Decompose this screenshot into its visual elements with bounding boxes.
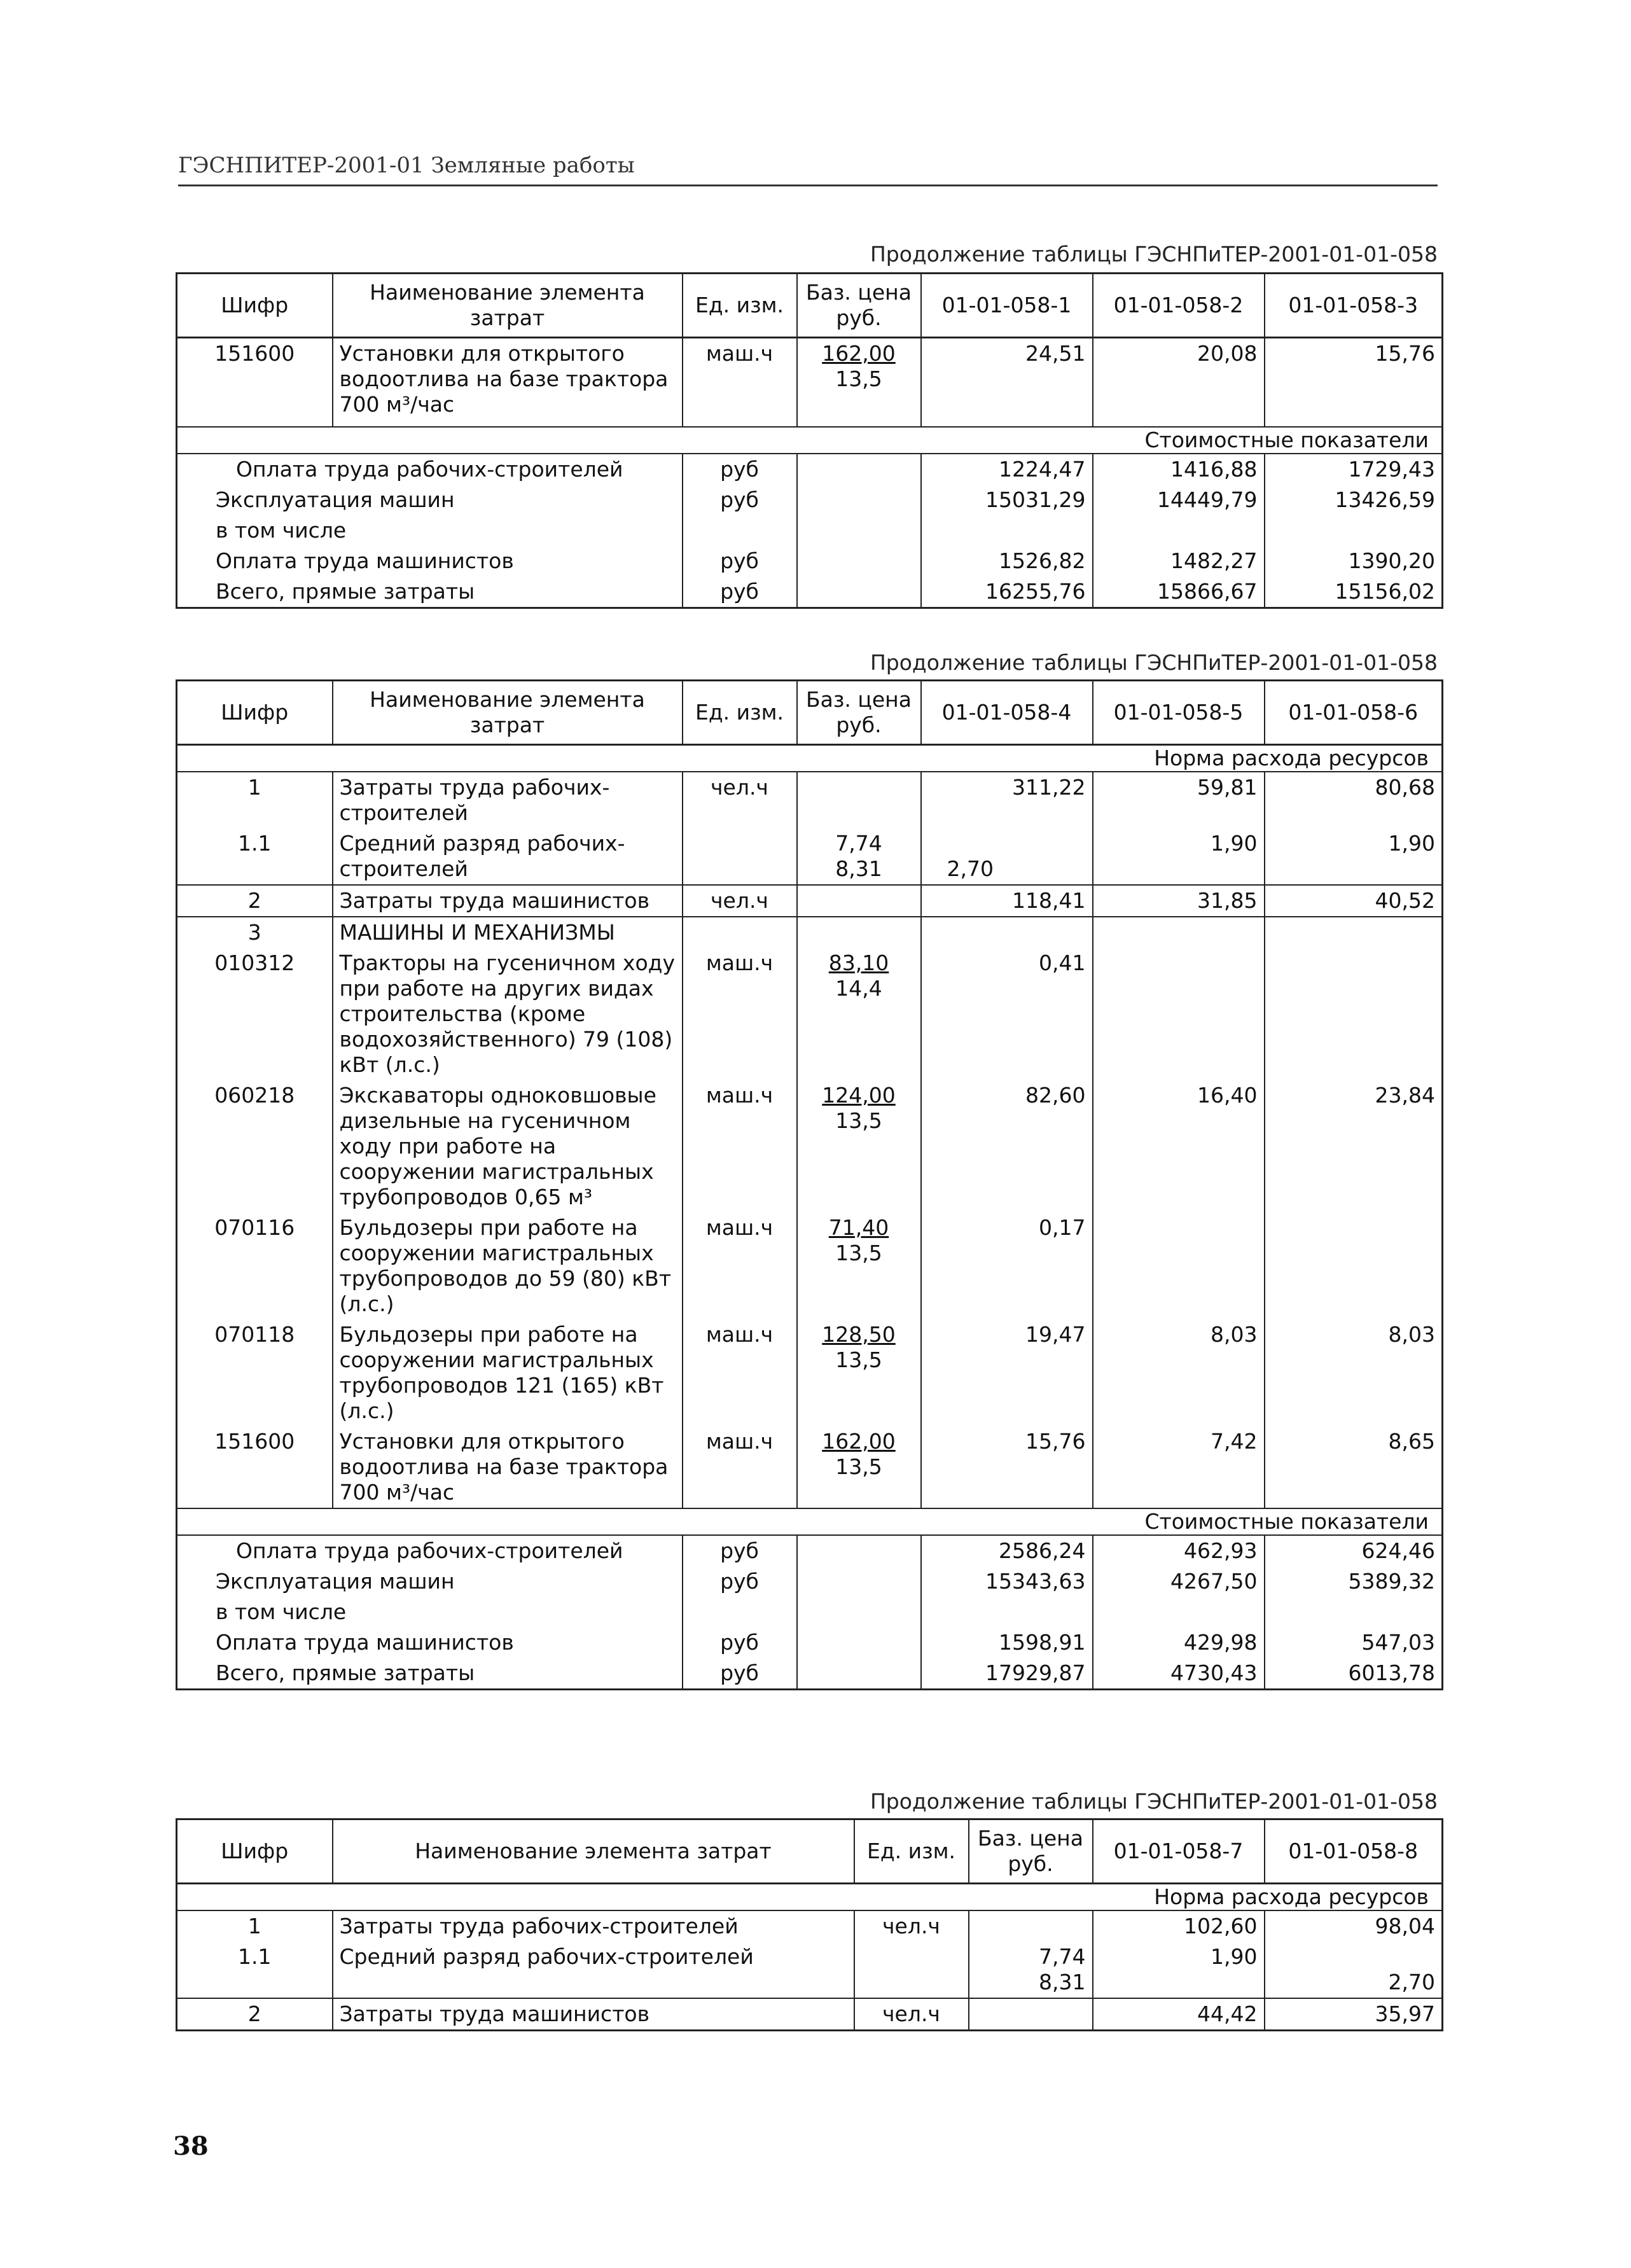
name-cell: Затраты труда машинистов (333, 1998, 854, 2031)
value-cell: 35,97 (1265, 1998, 1443, 2031)
code-cell: 2 (177, 1998, 333, 2031)
price-coef: 14,4 (835, 976, 882, 1001)
name-cell: Средний разряд рабочих-строителей (333, 828, 683, 885)
col-name: Наименование элемента затрат (333, 1819, 854, 1884)
summary-value: 15866,67 (1093, 576, 1265, 608)
name-cell: Бульдозеры при работе на сооружении магистральных трубопроводов 121 (165) кВт (л.с.) (333, 1319, 683, 1426)
price-value: 124,00 (822, 1083, 896, 1108)
unit-cell: маш.ч (683, 948, 797, 1080)
value-cell: 59,81 (1093, 772, 1265, 828)
price-cell (797, 1080, 921, 1213)
value-cell: 118,41 (921, 885, 1093, 917)
summary-unit: руб (683, 1566, 797, 1597)
summary-value: 14449,79 (1093, 485, 1265, 515)
unit-cell: маш.ч (683, 1080, 797, 1213)
value-cell: 31,85 (1093, 885, 1265, 917)
table-row (177, 772, 1443, 828)
price-cell (797, 338, 921, 427)
unit-cell: чел.ч (683, 772, 797, 828)
summary-label: в том числе (177, 515, 683, 546)
code-cell: 1 (177, 772, 333, 828)
table-row (177, 917, 1443, 948)
unit-cell: чел.ч (854, 1910, 969, 1942)
summary-value: 2586,24 (921, 1535, 1093, 1566)
table2 (176, 679, 1443, 1690)
summary-row (177, 1535, 1443, 1566)
page-number: 38 (173, 2131, 209, 2161)
summary-value: 17929,87 (921, 1658, 1093, 1690)
value-cell (1093, 948, 1265, 1080)
value-cell: 40,52 (1265, 885, 1443, 917)
summary-label: Всего, прямые затраты (177, 1658, 683, 1690)
table-row (177, 1426, 1443, 1508)
table-row (177, 338, 1443, 427)
value-cell: 23,84 (1265, 1080, 1443, 1213)
value-cell: 15,76 (921, 1426, 1093, 1508)
table1 (176, 272, 1443, 609)
code-cell: 1 (177, 1910, 333, 1942)
col-8: 01-01-058-8 (1265, 1819, 1443, 1884)
summary-value: 4730,43 (1093, 1658, 1265, 1690)
unit-cell: маш.ч (683, 1426, 797, 1508)
price-cell (797, 828, 921, 885)
price-value: 8,31 (1039, 1970, 1086, 1994)
summary-value: 1416,88 (1093, 454, 1265, 485)
price-cell (797, 1426, 921, 1508)
name-cell: Установки для открытого водоотлива на базе трактора 700 м³/час (333, 338, 683, 427)
price-cell (969, 1942, 1093, 1998)
price-value: 162,00 (822, 341, 896, 366)
price-value: 7,74 (1039, 1944, 1086, 1969)
price-cell (797, 1319, 921, 1426)
summary-value: 16255,76 (921, 576, 1093, 608)
unit-cell: маш.ч (683, 338, 797, 427)
code-cell: 010312 (177, 948, 333, 1080)
value-cell (1265, 948, 1443, 1080)
summary-unit: руб (683, 1535, 797, 1566)
code-cell: 060218 (177, 1080, 333, 1213)
value-cell: 8,65 (1265, 1426, 1443, 1508)
code-cell: 1.1 (177, 828, 333, 885)
price-value: 128,50 (822, 1322, 896, 1347)
price-coef: 13,5 (835, 366, 882, 391)
name-cell: Затраты труда рабочих-строителей (333, 1910, 854, 1942)
unit-cell: маш.ч (683, 1213, 797, 1319)
summary-value: 429,98 (1093, 1627, 1265, 1658)
table-row (177, 1213, 1443, 1319)
summary-label: Эксплуатация машин (177, 1566, 683, 1597)
summary-value: 1390,20 (1265, 546, 1443, 576)
unit-cell: чел.ч (854, 1998, 969, 2031)
summary-unit: руб (683, 1658, 797, 1690)
price-coef: 13,5 (835, 1108, 882, 1133)
unit-cell: чел.ч (683, 885, 797, 917)
value-cell: 82,60 (921, 1080, 1093, 1213)
code-cell: 151600 (177, 1426, 333, 1508)
table-row (177, 828, 1443, 885)
code-cell: 2 (177, 885, 333, 917)
price-value: 8,31 (835, 856, 882, 881)
value-cell: 15,76 (1265, 338, 1443, 427)
summary-value: 1598,91 (921, 1627, 1093, 1658)
table-row (177, 1998, 1443, 2031)
code-cell: 3 (177, 917, 333, 948)
summary-label: Эксплуатация машин (177, 485, 683, 515)
summary-value: 1729,43 (1265, 454, 1443, 485)
table-row (177, 1942, 1443, 1998)
code-cell: 070118 (177, 1319, 333, 1426)
col-7: 01-01-058-7 (1093, 1819, 1265, 1884)
name-cell: Бульдозеры при работе на сооружении магистральных трубопроводов до 59 (80) кВт (л.с.) (333, 1213, 683, 1319)
table1-caption: Продолжение таблицы ГЭСНПиТЕР-2001-01-01-058 (870, 242, 1438, 267)
summary-label: в том числе (177, 1597, 683, 1627)
col-unit: Ед. изм. (683, 681, 797, 745)
price-value: 162,00 (822, 1429, 896, 1454)
table-row (177, 885, 1443, 917)
value-cell: 0,17 (921, 1213, 1093, 1319)
col-4: 01-01-058-4 (921, 681, 1093, 745)
value-cell: 0,41 (921, 948, 1093, 1080)
value-cell: 1,90 (1093, 1942, 1265, 1998)
summary-value: 13426,59 (1265, 485, 1443, 515)
code-cell: 1.1 (177, 1942, 333, 1998)
name-cell: Затраты труда рабочих-строителей (333, 772, 683, 828)
col-5: 01-01-058-5 (1093, 681, 1265, 745)
value-cell (1265, 1213, 1443, 1319)
summary-row (177, 454, 1443, 485)
summary-unit: руб (683, 485, 797, 515)
summary-value: 1526,82 (921, 546, 1093, 576)
summary-value: 15156,02 (1265, 576, 1443, 608)
value-cell: 20,08 (1093, 338, 1265, 427)
unit-cell: маш.ч (683, 1319, 797, 1426)
summary-row (177, 1566, 1443, 1597)
value-cell: 7,42 (1093, 1426, 1265, 1508)
value-cell: 1,90 (1265, 828, 1443, 885)
value-cell: 8,03 (1093, 1319, 1265, 1426)
col-code: Шифр (177, 274, 333, 338)
name-cell: Установки для открытого водоотлива на базе трактора 700 м³/час (333, 1426, 683, 1508)
value-cell: 24,51 (921, 338, 1093, 427)
summary-label: Всего, прямые затраты (177, 576, 683, 608)
table2-caption: Продолжение таблицы ГЭСНПиТЕР-2001-01-01-058 (870, 650, 1438, 675)
summary-value: 1482,27 (1093, 546, 1265, 576)
value-cell: 311,22 (921, 772, 1093, 828)
table-row (177, 948, 1443, 1080)
section-label: Стоимостные показатели (177, 1508, 1443, 1535)
summary-label: Оплата труда машинистов (177, 546, 683, 576)
value-cell: 16,40 (1093, 1080, 1265, 1213)
price-value: 7,74 (835, 831, 882, 856)
summary-value: 624,46 (1265, 1535, 1443, 1566)
summary-row (177, 515, 1443, 546)
value-cell: 8,03 (1265, 1319, 1443, 1426)
summary-row (177, 576, 1443, 608)
name-cell: Экскаваторы одноковшовые дизельные на гусеничном ходу при работе на сооружении магистральных трубопроводов 0,65 м³ (333, 1080, 683, 1213)
summary-value: 15031,29 (921, 485, 1093, 515)
col-price: Баз. цена руб. (969, 1819, 1093, 1884)
value-cell (1093, 1213, 1265, 1319)
section-label: Норма расхода ресурсов (177, 745, 1443, 772)
value-cell: 2,70 (1265, 1942, 1443, 1998)
summary-unit: руб (683, 1627, 797, 1658)
name-cell: Средний разряд рабочих-строителей (333, 1942, 854, 1998)
summary-value: 5389,32 (1265, 1566, 1443, 1597)
value-cell: 1,90 (1093, 828, 1265, 885)
summary-label: Оплата труда рабочих-строителей (177, 1535, 683, 1566)
table-row (177, 1910, 1443, 1942)
col-price: Баз. цена руб. (797, 681, 921, 745)
name-cell: МАШИНЫ И МЕХАНИЗМЫ (333, 917, 683, 948)
table-row (177, 1319, 1443, 1426)
col-unit: Ед. изм. (854, 1819, 969, 1884)
col-code: Шифр (177, 1819, 333, 1884)
summary-value: 4267,50 (1093, 1566, 1265, 1597)
table3-caption: Продолжение таблицы ГЭСНПиТЕР-2001-01-01-058 (870, 1789, 1438, 1814)
price-coef: 13,5 (835, 1454, 882, 1479)
running-header: ГЭСНПИТЕР-2001-01 Земляные работы (178, 153, 1438, 186)
summary-row (177, 1627, 1443, 1658)
section-label: Норма расхода ресурсов (177, 1884, 1443, 1911)
price-value: 71,40 (828, 1215, 889, 1240)
summary-value: 1224,47 (921, 454, 1093, 485)
col-code: Шифр (177, 681, 333, 745)
col-2: 01-01-058-2 (1093, 274, 1265, 338)
summary-value: 6013,78 (1265, 1658, 1443, 1690)
value-cell: 80,68 (1265, 772, 1443, 828)
col-unit: Ед. изм. (683, 274, 797, 338)
name-cell: Затраты труда машинистов (333, 885, 683, 917)
summary-value: 462,93 (1093, 1535, 1265, 1566)
table-row (177, 1080, 1443, 1213)
value-cell: 98,04 (1265, 1910, 1443, 1942)
col-name: Наименование элемента затрат (333, 274, 683, 338)
summary-label: Оплата труда рабочих-строителей (177, 454, 683, 485)
summary-row (177, 1658, 1443, 1690)
col-1: 01-01-058-1 (921, 274, 1093, 338)
summary-label: Оплата труда машинистов (177, 1627, 683, 1658)
value-cell: 19,47 (921, 1319, 1093, 1426)
price-value: 83,10 (828, 950, 889, 975)
price-coef: 13,5 (835, 1241, 882, 1265)
summary-unit: руб (683, 454, 797, 485)
col-3: 01-01-058-3 (1265, 274, 1443, 338)
summary-row (177, 485, 1443, 515)
summary-unit: руб (683, 576, 797, 608)
value-cell: 44,42 (1093, 1998, 1265, 2031)
section-label: Стоимостные показатели (177, 427, 1443, 454)
value-cell: 2,70 (921, 828, 1093, 885)
summary-value: 15343,63 (921, 1566, 1093, 1597)
col-name: Наименование элемента затрат (333, 681, 683, 745)
col-price: Баз. цена руб. (797, 274, 921, 338)
price-cell (797, 1213, 921, 1319)
col-6: 01-01-058-6 (1265, 681, 1443, 745)
price-coef: 13,5 (835, 1347, 882, 1372)
code-cell: 070116 (177, 1213, 333, 1319)
summary-value: 547,03 (1265, 1627, 1443, 1658)
summary-row (177, 1597, 1443, 1627)
name-cell: Тракторы на гусеничном ходу при работе на других видах строительства (кроме водохозяйственного) 79 (108) кВт (л.с.) (333, 948, 683, 1080)
code-cell: 151600 (177, 338, 333, 427)
value-cell: 102,60 (1093, 1910, 1265, 1942)
summary-row (177, 546, 1443, 576)
summary-unit: руб (683, 546, 797, 576)
table3 (176, 1818, 1443, 2031)
price-cell (797, 948, 921, 1080)
